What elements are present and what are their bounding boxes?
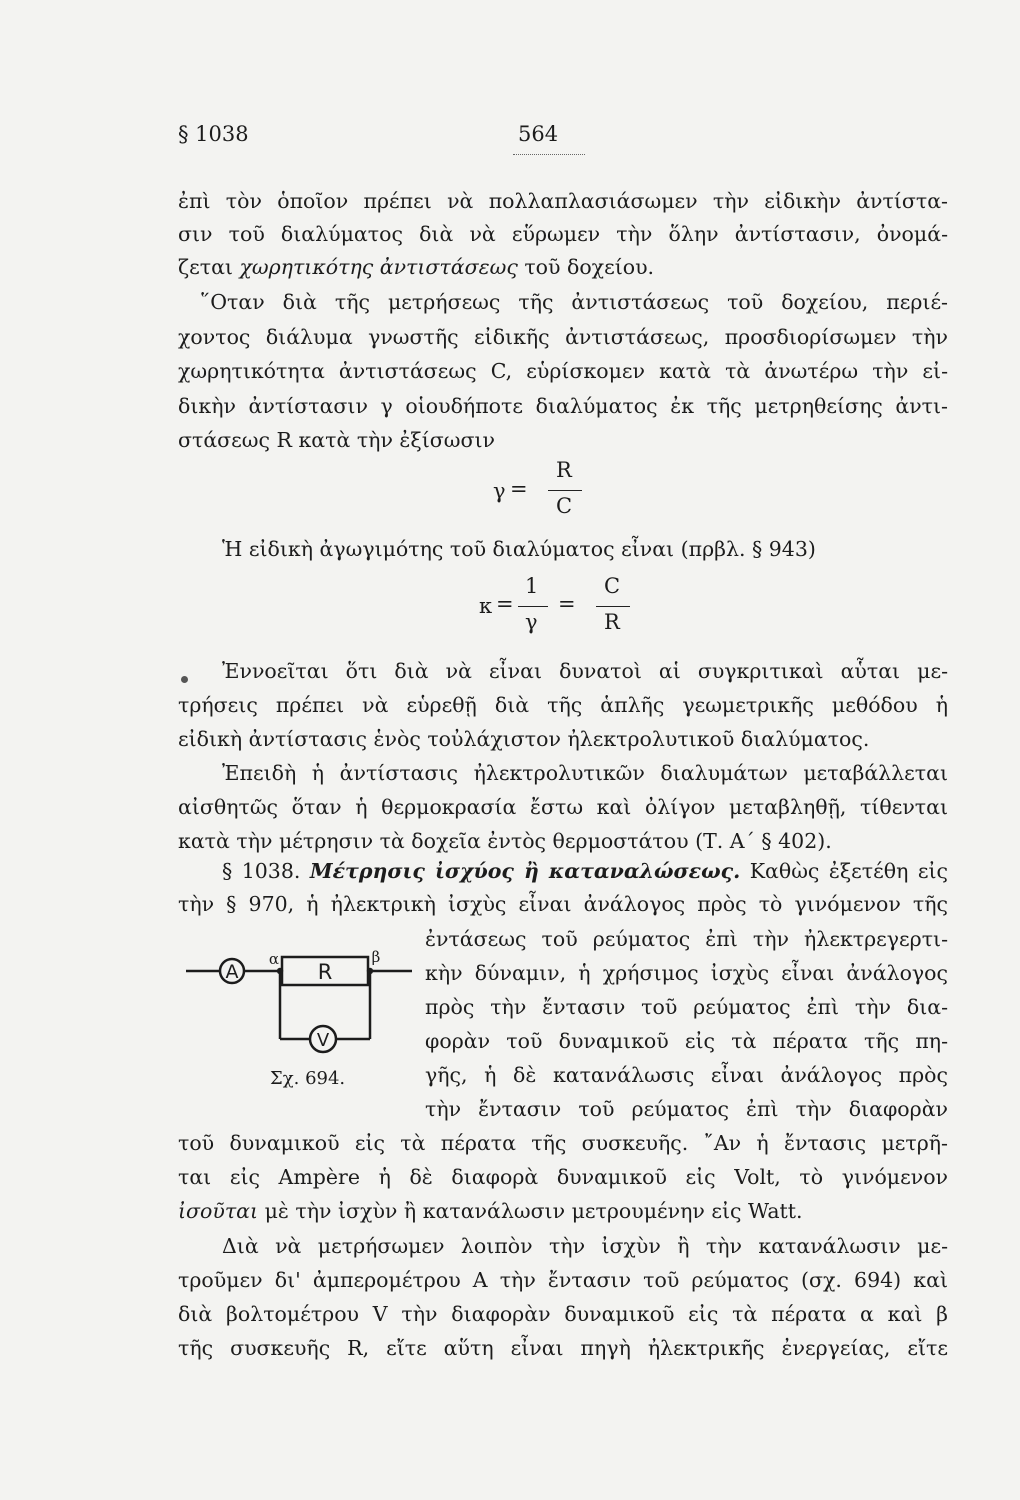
text-line: σιν τοῦ διαλύματος διὰ νὰ εὕρωμεν τὴν ὅλην ἀντίστασιν, ὀνομά- — [178, 222, 948, 246]
eq-equals: = — [496, 592, 514, 616]
fraction — [518, 574, 548, 638]
text-line: τρήσεις πρέπει νὰ εὑρεθῇ διὰ τῆς ἁπλῆς γεωμετρικῆς μεθόδου ἡ — [178, 693, 948, 717]
section-number: § 1038. — [222, 859, 301, 883]
circuit-diagram — [180, 944, 420, 1064]
page-number: 564 — [518, 122, 559, 146]
voltmeter-label: V — [316, 1030, 330, 1051]
text-line: στάσεως R κατὰ τὴν ἐξίσωσιν — [178, 428, 495, 452]
text-line: τοῦ δυναμικοῦ εἰς τὰ πέρατα τῆς συσκευῆς. ῎Αν ἡ ἔντασις μετρῆ- — [178, 1131, 948, 1155]
text-line: τὴν § 970, ἡ ἠλεκτρικὴ ἰσχὺς εἶναι ἀνάλογος πρὸς τὸ γινόμενον τῆς — [178, 892, 948, 916]
junction-b — [367, 968, 373, 974]
text-line: ῞Οταν διὰ τῆς μετρήσεως τῆς ἀντιστάσεως τοῦ δοχείου, περιέ- — [200, 290, 948, 314]
fraction-bar — [596, 606, 630, 607]
fraction — [596, 574, 630, 638]
text-line — [178, 252, 948, 282]
text-line: ἐντάσεως τοῦ ρεύματος ἐπὶ τὴν ἠλεκτρεγερτι- — [425, 927, 948, 951]
text-line: Διὰ νὰ μετρήσωμεν λοιπὸν τὴν ἰσχὺν ἢ τὴν κατανάλωσιν με- — [222, 1234, 948, 1258]
eq-equals: = — [510, 477, 528, 501]
fraction-bar — [518, 606, 548, 607]
resistor-label: R — [317, 960, 333, 984]
text-line: τὴν ἔντασιν τοῦ ρεύματος ἐπὶ τὴν διαφορὰν — [425, 1097, 948, 1121]
text-line: χωρητικότητα ἀντιστάσεως C, εὑρίσκομεν κατὰ τὰ ἀνωτέρω τὴν εἰ- — [178, 359, 948, 383]
italic-term: ἰσοῦται — [178, 1199, 259, 1223]
text-span: Καθὼς ἐξετέθη εἰς — [749, 859, 948, 883]
text-line — [178, 1196, 948, 1226]
denominator: γ — [525, 610, 538, 634]
text-line: κατὰ τὴν μέτρησιν τὰ δοχεῖα ἐντὸς θερμοστάτου (Τ. Α΄ § 402). — [178, 829, 832, 853]
fraction-bar — [548, 490, 582, 491]
text-line: τῆς συσκευῆς R, εἴτε αὕτη εἶναι πηγὴ ἠλεκτρικῆς ἐνεργείας, εἴτε — [178, 1336, 948, 1360]
text-span: ζεται — [178, 255, 240, 279]
text-line: Ἐπειδὴ ἡ ἀντίστασις ἠλεκτρολυτικῶν διαλυμάτων μεταβάλλεται — [222, 761, 948, 785]
numerator: R — [556, 458, 572, 482]
text-line: Ἡ εἰδικὴ ἀγωγιμότης τοῦ διαλύματος εἶναι (πρβλ. § 943) — [222, 537, 816, 561]
junction-a — [277, 968, 283, 974]
page-number-rule — [513, 154, 585, 155]
text-line: κὴν δύναμιν, ἡ χρήσιμος ἰσχὺς εἶναι ἀνάλογος — [425, 961, 948, 985]
ammeter-label: A — [225, 961, 239, 983]
section-reference: § 1038 — [178, 122, 249, 146]
figure-caption: Σχ. 694. — [270, 1068, 346, 1089]
italic-term: χωρητικότης ἀντιστάσεως — [239, 255, 518, 279]
eq-equals: = — [558, 592, 576, 616]
section-heading-line — [222, 856, 948, 886]
text-line: ται εἰς Ampère ἡ δὲ διαφορὰ δυναμικοῦ εἰς Volt, τὸ γινόμενον — [178, 1165, 948, 1189]
text-span: τοῦ δοχείου. — [517, 255, 655, 279]
point-b-label: β — [371, 948, 381, 966]
eq-lhs: γ — [493, 479, 506, 503]
text-line: δικὴν ἀντίστασιν γ οἱουδήποτε διαλύματος ἐκ τῆς μετρηθείσης ἀντι- — [178, 394, 948, 418]
section-title: Μέτρησις ἰσχύος ἢ καταναλώσεως. — [309, 859, 741, 883]
fraction — [548, 458, 582, 522]
numerator: 1 — [525, 574, 539, 598]
text-line: ἐπὶ τὸν ὁποῖον πρέπει νὰ πολλαπλασιάσωμεν τὴν εἰδικὴν ἀντίστα- — [178, 189, 948, 213]
text-line: αἰσθητῶς ὅταν ἡ θερμοκρασία ἔστω καὶ ὀλίγον μεταβληθῇ, τίθενται — [178, 795, 948, 819]
denominator: R — [604, 610, 620, 634]
running-head — [178, 122, 948, 152]
text-line: διὰ βολτομέτρου V τὴν διαφορὰν δυναμικοῦ εἰς τὰ πέρατα α καὶ β — [178, 1302, 948, 1326]
text-line: τροῦμεν δι' ἀμπερομέτρου Α τὴν ἔντασιν τοῦ ρεύματος (σχ. 694) καὶ — [178, 1268, 948, 1292]
text-line: Ἐννοεῖται ὅτι διὰ νὰ εἶναι δυνατοὶ αἱ συγκριτικαὶ αὗται με- — [222, 659, 948, 683]
eq-lhs: κ — [479, 594, 493, 618]
numerator: C — [604, 574, 621, 598]
text-line: χοντος διάλυμα γνωστῆς εἰδικῆς ἀντιστάσεως, προσδιορίσωμεν τὴν — [178, 325, 948, 349]
text-span: μὲ τὴν ἰσχὺν ἢ κατανάλωσιν μετρουμένην εἰς Watt. — [258, 1199, 803, 1223]
point-a-label: α — [268, 950, 280, 968]
ink-spot — [181, 676, 188, 683]
text-line: γῆς, ἡ δὲ κατανάλωσις εἶναι ἀνάλογος πρὸς — [425, 1063, 948, 1087]
text-line: πρὸς τὴν ἔντασιν τοῦ ρεύματος ἐπὶ τὴν δια- — [425, 995, 948, 1019]
text-line: εἰδικὴ ἀντίστασις ἑνὸς τοὐλάχιστον ἠλεκτρολυτικοῦ διαλύματος. — [178, 727, 870, 751]
denominator: C — [556, 494, 573, 518]
text-line: φορὰν τοῦ δυναμικοῦ εἰς τὰ πέρατα τῆς πη- — [425, 1029, 948, 1053]
